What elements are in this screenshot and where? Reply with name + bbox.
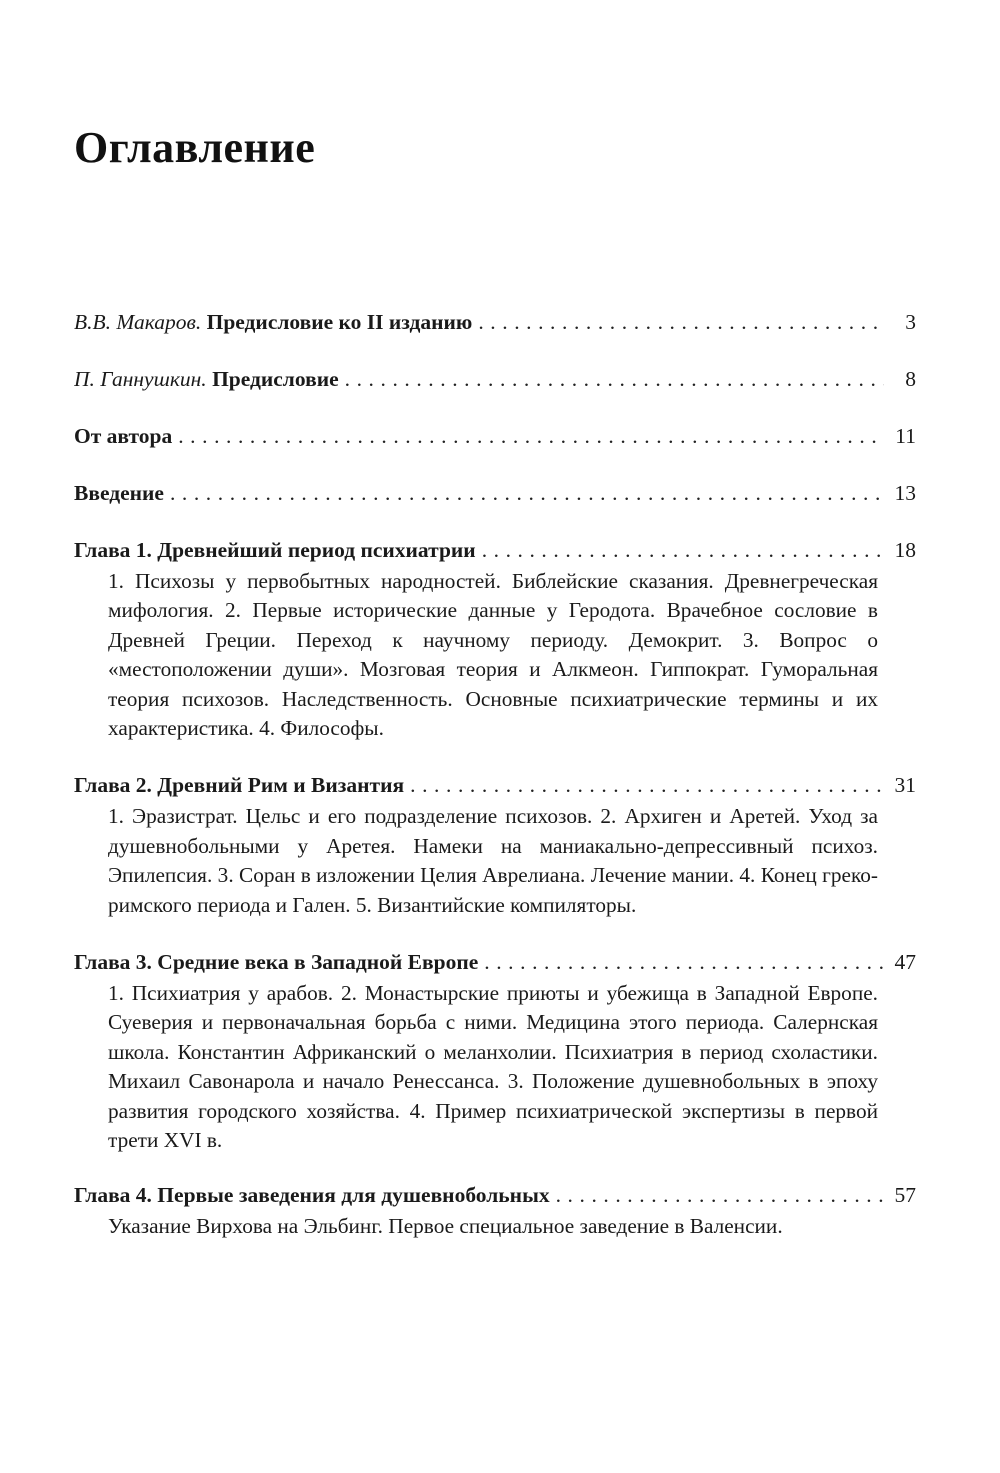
toc-entry-line — [74, 420, 916, 452]
toc-entry-title: Предисловие — [212, 367, 339, 391]
toc-entry-line — [74, 534, 916, 566]
toc-entry-chapter-2[interactable] — [74, 769, 916, 920]
toc-entry-title: Глава 1. Древнейший период психиатрии — [74, 538, 476, 562]
toc-entry-description: 1. Психозы у первобытных народностей. Библейские сказания. Древнегреческая мифология. 2. Первые исторические данные у Геродота. Врачебное сословие в Древней Греции. Переход к научному периоду. Демокрит. 3. Вопрос о «местоположении души». Мозговая теория и Алкмеон. Гиппократ. Гуморальная теория психозов. Наследственность. Основные психиатрические термины и их характеристика. 4. Философы. — [108, 569, 878, 741]
table-of-contents — [74, 306, 916, 1241]
toc-entry-label — [74, 306, 472, 338]
toc-entry-title: Введение — [74, 481, 164, 505]
toc-entry-label — [74, 420, 172, 452]
toc-entry-label — [74, 534, 476, 566]
page-title: Оглавление — [74, 123, 316, 172]
toc-entry-preface-2nd-edition[interactable] — [74, 306, 916, 338]
toc-entry-description: Указание Вирхова на Эльбинг. Первое специальное заведение в Валенсии. — [108, 1213, 783, 1238]
toc-entry-title: Глава 2. Древний Рим и Византия — [74, 773, 405, 798]
toc-entry-introduction[interactable] — [74, 477, 916, 509]
dot-leader — [170, 477, 884, 509]
toc-entry-title: Предисловие ко II изданию — [206, 310, 473, 334]
toc-entry-author: П. Ганнушкин. — [74, 367, 207, 391]
toc-entry-label — [74, 363, 339, 395]
toc-page-number: 11 — [895, 424, 916, 448]
dot-leader — [410, 769, 884, 801]
toc-page-number: 57 — [894, 1182, 916, 1207]
toc-page-number: 31 — [894, 773, 916, 798]
toc-page-number: 3 — [905, 310, 916, 334]
toc-entry-line — [74, 769, 916, 801]
toc-entry-title: От автора — [74, 424, 173, 448]
toc-page-number: 18 — [894, 538, 916, 562]
dot-leader — [556, 1179, 884, 1211]
toc-entry-label — [74, 946, 478, 978]
toc-entry-line — [74, 1179, 916, 1211]
toc-entry-chapter-1[interactable] — [74, 534, 916, 743]
toc-entry-chapter-3[interactable] — [74, 946, 916, 1155]
toc-entry-author: В.В. Макаров. — [74, 310, 202, 334]
toc-entry-description: 1. Психиатрия у арабов. 2. Монастырские приюты и убежища в Западной Европе. Суеверия и первоначальная борьба с ними. Медицина этого периода. Салернская школа. Константин Африканский о меланхолии. Психиатрия в период схоластики. Михаил Савонарола и начало Ренессанса. 3. Положение душевнобольных в эпоху развития городского хозяйства. 4. Пример психиатрической экспертизы в первой трети XVI в. — [108, 981, 878, 1153]
toc-entry-description: 1. Эразистрат. Цельс и его подразделение психозов. 2. Архиген и Аретей. Уход за душевнобольными у Аретея. Намеки на маниакально-депрессивный психоз. Эпилепсия. 3. Соран в изложении Целия Аврелиана. Лечение мании. 4. Конец греко-римского периода и Гален. 5. Византийские компиляторы. — [108, 804, 878, 917]
toc-entry-label — [74, 769, 404, 801]
toc-entry-from-author[interactable] — [74, 420, 916, 452]
toc-entry-line — [74, 946, 916, 978]
dot-leader — [482, 534, 884, 566]
toc-entry-preface[interactable] — [74, 363, 916, 395]
toc-entry-label — [74, 1179, 550, 1211]
toc-entry-label — [74, 477, 164, 509]
toc-entry-title: Глава 3. Средние века в Западной Европе — [74, 950, 479, 975]
dot-leader — [345, 363, 884, 395]
dot-leader — [478, 306, 884, 338]
toc-entry-chapter-4[interactable] — [74, 1179, 916, 1241]
dot-leader — [178, 420, 884, 452]
toc-entry-line — [74, 306, 916, 338]
toc-page-number: 13 — [894, 481, 916, 505]
toc-entry-line — [74, 363, 916, 395]
dot-leader — [484, 946, 884, 978]
toc-page-number: 47 — [894, 950, 916, 975]
toc-entry-line — [74, 477, 916, 509]
toc-page-number: 8 — [905, 367, 916, 391]
toc-entry-title: Глава 4. Первые заведения для душевнобольных — [74, 1182, 550, 1207]
